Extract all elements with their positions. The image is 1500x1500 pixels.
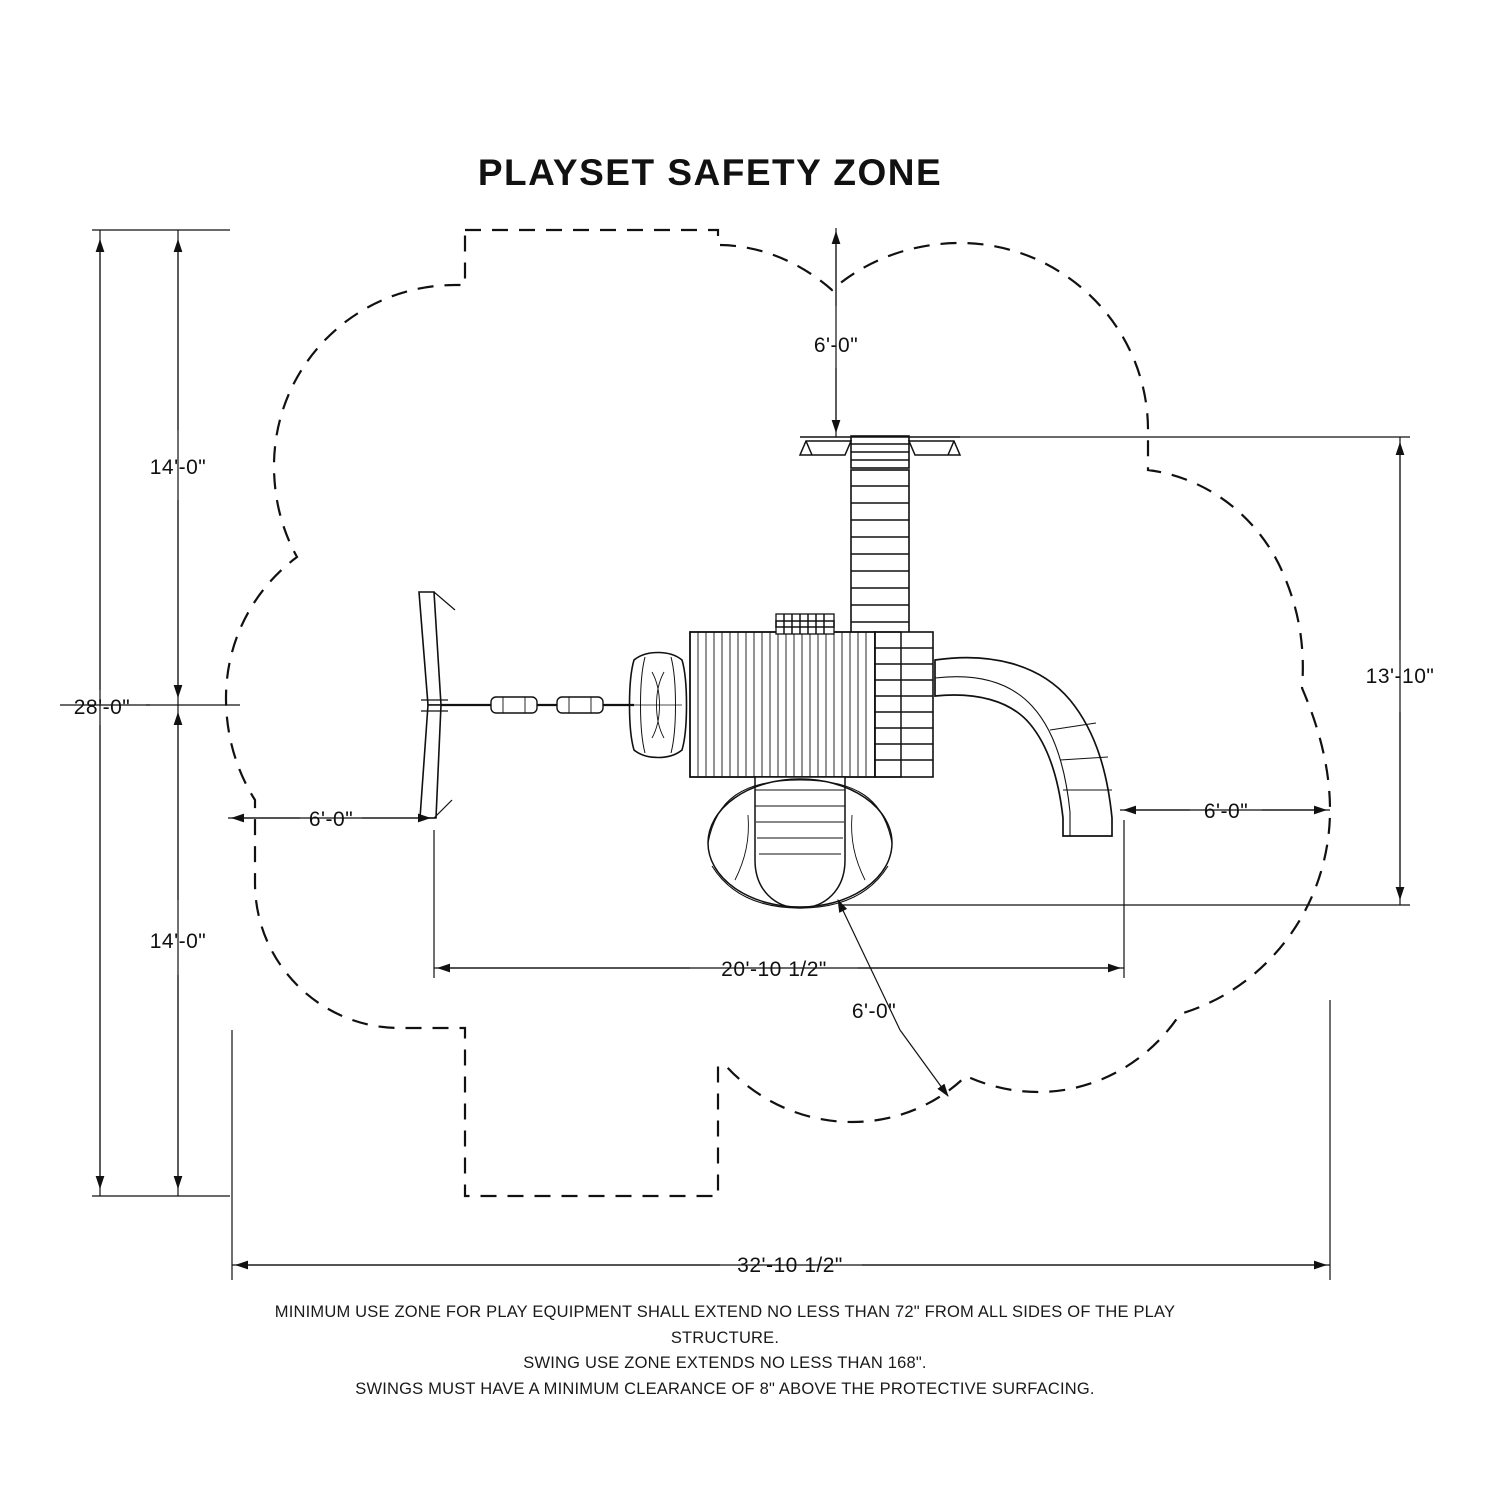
dim-label-right-1310: 13'-10" xyxy=(1365,665,1435,688)
fort-deck xyxy=(690,632,875,777)
dim-label-structure-width: 20'-10 1/2" xyxy=(721,958,827,981)
wave-slide xyxy=(935,658,1112,836)
dim-label-left-6ft: 6'-0" xyxy=(308,808,354,831)
right-deck xyxy=(875,632,933,777)
note-line-4: SWINGS MUST HAVE A MINIMUM CLEARANCE OF 8" ABOVE THE PROTECTIVE SURFACING. xyxy=(355,1379,1095,1398)
dim-label-left-overall-28ft: 28'-0" xyxy=(73,696,131,719)
dim-label-bottom-6ft: 6'-0" xyxy=(851,1000,897,1023)
safety-notes xyxy=(0,1300,1450,1402)
note-line-3: SWING USE ZONE EXTENDS NO LESS THAN 168". xyxy=(523,1354,927,1373)
dim-label-left-upper-14ft: 14'-0" xyxy=(149,456,207,479)
dim-label-overall-width: 32'-10 1/2" xyxy=(737,1254,843,1277)
dim-label-right-6ft: 6'-0" xyxy=(1203,800,1249,823)
monkey-bars xyxy=(851,470,909,636)
note-line-1: MINIMUM USE ZONE FOR PLAY EQUIPMENT SHALL EXTEND NO LESS THAN 72" FROM ALL SIDES OF THE PLAY xyxy=(274,1303,1176,1321)
note-line-2: STRUCTURE. xyxy=(670,1328,780,1347)
page-title: PLAYSET SAFETY ZONE xyxy=(477,152,943,193)
playset-structure xyxy=(419,436,1112,908)
dim-label-top-6ft: 6'-0" xyxy=(813,334,859,357)
tube-slide xyxy=(708,777,892,908)
swing-seat-1 xyxy=(491,697,537,713)
swing-beam xyxy=(419,592,634,818)
top-canopy xyxy=(800,436,960,468)
barrel-tunnel xyxy=(630,653,687,758)
dimension-labels xyxy=(74,334,1435,1277)
swing-seat-2 xyxy=(557,697,603,713)
deck-accessory xyxy=(776,614,834,634)
dim-label-left-lower-14ft: 14'-0" xyxy=(149,930,207,953)
